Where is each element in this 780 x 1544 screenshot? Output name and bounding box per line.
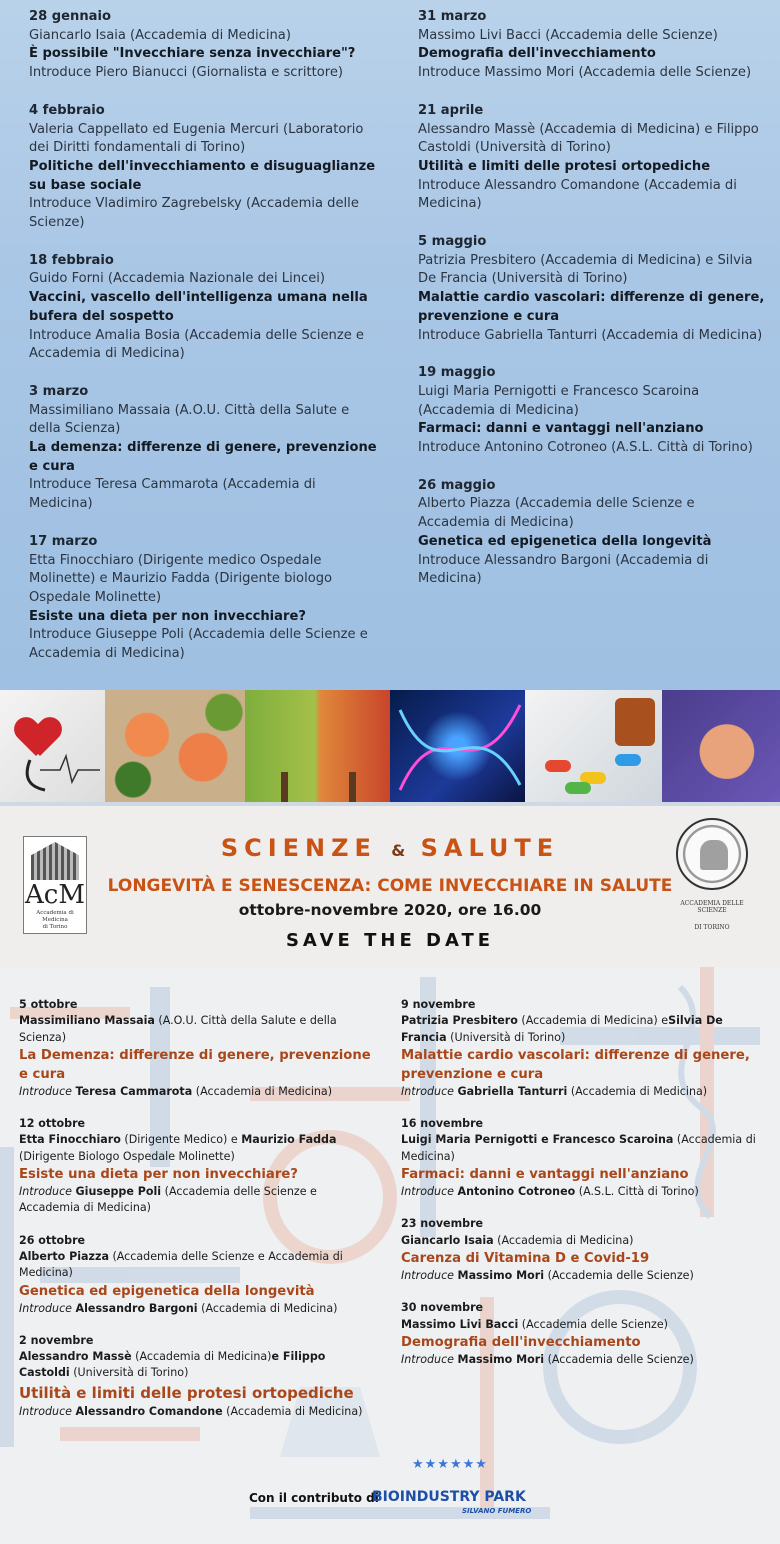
event-title: Vaccini, vascello dell'intelligenza umana nella bufera del sospetto (29, 290, 368, 324)
top-left-column (29, 8, 379, 683)
event-block (418, 477, 768, 589)
speaker-name: Giancarlo Isaia (401, 1233, 494, 1247)
intro-name: Giuseppe Poli (75, 1185, 162, 1199)
event-intro (401, 1084, 771, 1100)
event-title: Genetica ed epigenetica della longevità (19, 1283, 315, 1299)
speaker-affiliation: (Università di Torino) (446, 1030, 566, 1044)
event-date: 26 maggio (418, 477, 496, 493)
event-speakers: Massimo Livi Bacci (Accademia delle Scienze) (418, 27, 718, 43)
main-title (0, 834, 780, 862)
event-intro (401, 1184, 771, 1200)
event-speakers (401, 1013, 771, 1046)
event-block (29, 102, 379, 233)
healthy-food-image (105, 690, 245, 802)
event-speakers: Giancarlo Isaia (Accademia di Medicina) (29, 27, 291, 43)
event-block (29, 8, 379, 83)
bottom-program-panel (0, 967, 780, 1544)
event-title: Malattie cardio vascolari: differenze di genere, prevenzione e cura (418, 290, 765, 324)
event-speakers (19, 1013, 379, 1046)
event-intro (19, 1404, 379, 1420)
event-title: Demografia dell'invecchiamento (401, 1334, 641, 1350)
event-speakers (401, 1233, 771, 1249)
speaker-affiliation: (Dirigente Biologo Ospedale Molinette) (19, 1149, 235, 1163)
ecg-line-icon (0, 690, 105, 802)
photo-strip (0, 690, 780, 802)
acm-caption-1: Accademia di Medicina (36, 910, 74, 923)
speaker-name: Etta Finocchiaro (19, 1133, 121, 1147)
when-line: ottobre-novembre 2020, ore 16.00 (238, 901, 542, 919)
event-speakers: Alessandro Massè (Accademia di Medicina) e Filippo Castoldi (Università di Torino) (418, 121, 759, 156)
top-program-panel (0, 0, 780, 690)
intro-affiliation: (Accademia di Medicina) (192, 1084, 333, 1098)
acm-mark: AcM (25, 880, 85, 910)
event-speakers: Luigi Maria Pernigotti e Francesco Scaroina (Accademia di Medicina) (418, 383, 700, 418)
event-date: 18 febbraio (29, 252, 114, 268)
event-block (401, 1116, 771, 1200)
event-intro (401, 1268, 771, 1284)
event-speakers (401, 1317, 771, 1333)
event-date: 9 novembre (401, 998, 476, 1011)
event-title: È possibile "Invecchiare senza invecchiare"? (29, 46, 356, 62)
event-title: Esiste una dieta per non invecchiare? (29, 608, 306, 624)
event-title: Esiste una dieta per non invecchiare? (19, 1167, 298, 1183)
speaker-name: Massimo Livi Bacci (401, 1317, 519, 1331)
event-date: 12 ottobre (19, 1117, 86, 1131)
event-title: Malattie cardio vascolari: differenze di genere, prevenzione e cura (401, 1047, 750, 1082)
intro-name: Teresa Cammarota (75, 1084, 193, 1098)
event-intro: Introduce Piero Bianucci (Giornalista e scrittore) (29, 65, 344, 81)
event-date: 21 aprile (418, 102, 484, 118)
speaker-affiliation: (Accademia di Medicina) (493, 1233, 634, 1247)
speaker-name: e Filippo Castoldi (19, 1350, 326, 1380)
event-intro: Introduce Antonino Cotroneo (A.S.L. Città di Torino) (418, 440, 753, 456)
header-banner (0, 802, 780, 967)
event-title: Carenza di Vitamina D e Covid-19 (401, 1250, 650, 1266)
event-block (418, 102, 768, 214)
event-intro: Introduce Alessandro Comandone (Accademia di Medicina) (418, 177, 737, 212)
event-date: 31 marzo (418, 9, 487, 24)
event-speakers: Valeria Cappellato ed Eugenia Mercuri (Laboratorio dei Diritti fondamentali di Torino) (29, 121, 364, 156)
event-intro: Introduce Teresa Cammarota (Accademia di Medicina) (29, 477, 316, 512)
event-block (19, 1333, 379, 1420)
acm-caption-2: di Torino (42, 924, 68, 930)
intro-affiliation: (Accademia delle Scienze e Accademia di Medicina) (19, 1185, 317, 1215)
accademia-scienze-logo (668, 818, 756, 931)
event-block (19, 997, 379, 1100)
event-title: Farmaci: danni e vantaggi nell'anziano (401, 1167, 689, 1183)
title-scienze: SCIENZE (220, 834, 377, 862)
event-block (29, 383, 379, 514)
event-block (401, 1300, 771, 1368)
event-intro (19, 1084, 379, 1100)
bottom-left-column (19, 997, 379, 1436)
speaker-affiliation: (A.O.U. Città della Salute e della Scienza) (19, 1014, 337, 1044)
speaker-affiliation: (Accademia di Medicina) e (517, 1014, 669, 1028)
dna-helix-image (390, 690, 525, 802)
title-salute: SALUTE (420, 834, 560, 862)
intro-affiliation: (Accademia delle Scienze) (544, 1352, 694, 1366)
event-block (418, 364, 768, 458)
intro-word: Introduce (19, 1301, 72, 1315)
dna-icon (390, 690, 525, 802)
speaker-name: Maurizio Fadda (241, 1133, 337, 1147)
event-speakers (19, 1349, 379, 1382)
as-caption-2: DI TORINO (694, 924, 730, 931)
intro-name: Massimo Mori (457, 1352, 545, 1366)
event-date: 23 novembre (401, 1217, 484, 1231)
event-block (418, 233, 768, 345)
intro-word: Introduce (19, 1404, 72, 1418)
speaker-affiliation: (Accademia di Medicina) (401, 1133, 756, 1163)
bottle-icon (615, 698, 655, 746)
event-block (29, 252, 379, 364)
bottom-right-column (401, 997, 771, 1384)
speaker-name: Silvia De Francia (401, 1014, 723, 1044)
speaker-name: Alessandro Massè (19, 1350, 132, 1364)
event-speakers: Alberto Piazza (Accademia delle Scienze e Accademia di Medicina) (418, 496, 695, 531)
event-title: Genetica ed epigenetica della longevità (418, 533, 712, 549)
intro-affiliation: (Accademia di Medicina) (222, 1404, 363, 1418)
intro-word: Introduce (19, 1185, 72, 1199)
event-block (401, 997, 771, 1100)
event-date: 5 ottobre (19, 998, 78, 1011)
event-speakers: Guido Forni (Accademia Nazionale dei Lincei) (29, 271, 326, 287)
event-speakers (401, 1132, 771, 1165)
seal-icon (676, 818, 748, 890)
event-intro: Introduce Massimo Mori (Accademia delle Scienze) (418, 65, 752, 81)
title-ampersand: & (391, 841, 407, 860)
event-date: 5 maggio (418, 234, 487, 250)
event-block (19, 1233, 379, 1317)
stars-icon: ★★★★★★ (412, 1457, 488, 1472)
intro-word: Introduce (401, 1084, 454, 1098)
event-intro: Introduce Gabriella Tanturri (Accademia di Medicina) (418, 327, 763, 343)
save-the-date: SAVE THE DATE (285, 930, 495, 951)
event-date: 19 maggio (418, 365, 496, 381)
event-intro (19, 1301, 379, 1317)
sponsor-label: Con il contributo di (249, 1491, 379, 1505)
event-date: 28 gennaio (29, 9, 111, 24)
intro-word: Introduce (401, 1268, 454, 1282)
event-date: 26 ottobre (19, 1233, 86, 1247)
pill-icon (545, 760, 571, 772)
event-intro: Introduce Giuseppe Poli (Accademia delle Scienze e Accademia di Medicina) (29, 627, 368, 662)
speaker-name: Patrizia Presbitero (401, 1014, 518, 1028)
event-speakers: Etta Finocchiaro (Dirigente medico Ospedale Molinette) e Maurizio Fadda (Dirigente biologo Ospedale Molinette) (29, 552, 333, 605)
event-intro: Introduce Alessandro Bargoni (Accademia di Medicina) (418, 552, 709, 587)
event-speakers (19, 1132, 379, 1165)
event-speakers: Massimiliano Massaia (A.O.U. Città della Salute e della Scienza) (29, 402, 350, 437)
intro-affiliation: (Accademia di Medicina) (567, 1084, 708, 1098)
event-intro: Introduce Amalia Bosia (Accademia delle Scienze e Accademia di Medicina) (29, 327, 364, 362)
event-title: Politiche dell'invecchiamento e disuguaglianze su base sociale (29, 158, 376, 193)
event-block (19, 1116, 379, 1216)
tree-heads-image (245, 690, 390, 802)
speaker-affiliation: (Università di Torino) (69, 1366, 189, 1380)
event-title: Demografia dell'invecchiamento (418, 46, 656, 62)
event-title: La Demenza: differenze di genere, prevenzione e cura (19, 1047, 371, 1082)
intro-word: Introduce (19, 1084, 72, 1098)
pills-image (525, 690, 662, 802)
event-block (29, 533, 379, 664)
event-speakers (19, 1249, 379, 1282)
event-date: 3 marzo (29, 383, 89, 399)
as-caption-1: ACCADEMIA DELLE SCIENZE (680, 900, 744, 914)
speaker-name: Alberto Piazza (19, 1249, 109, 1263)
pill-icon (565, 782, 591, 794)
event-date: 16 novembre (401, 1117, 484, 1131)
intro-name: Alessandro Bargoni (75, 1301, 198, 1315)
event-date: 4 febbraio (29, 102, 105, 118)
intro-affiliation: (Accademia delle Scienze) (544, 1268, 694, 1282)
speaker-affiliation: (Accademia delle Scienze e Accademia di Medicina) (19, 1249, 343, 1280)
subtitle: LONGEVITÀ E SENESCENZA: COME INVECCHIARE IN SALUTE (107, 876, 673, 896)
heart-stethoscope-image (0, 690, 105, 802)
sponsor-sub: SILVANO FUMERO (462, 1507, 532, 1515)
top-right-column (418, 8, 768, 608)
speaker-affiliation: (Accademia delle Scienze) (518, 1317, 669, 1331)
intro-name: Alessandro Comandone (75, 1404, 223, 1418)
sponsor-name: BIOINDUSTRY PARK (372, 1489, 526, 1505)
speaker-name: Luigi Maria Pernigotti e Francesco Scaroina (401, 1133, 674, 1147)
event-intro (401, 1352, 771, 1368)
intro-affiliation: (A.S.L. Città di Torino) (575, 1185, 699, 1199)
event-title: Utilità e limiti delle protesi ortopediche (19, 1383, 354, 1402)
event-title: La demenza: differenze di genere, prevenzione e cura (29, 440, 377, 474)
event-intro: Introduce Vladimiro Zagrebelsky (Accademia delle Scienze) (29, 196, 359, 231)
speaker-affiliation: (Accademia di Medicina) (131, 1350, 272, 1364)
speaker-affiliation: (Dirigente Medico) e (120, 1133, 242, 1147)
holding-hands-image (662, 690, 780, 802)
event-date: 2 novembre (19, 1333, 94, 1347)
event-block (401, 1216, 771, 1284)
event-date: 30 novembre (401, 1301, 484, 1315)
intro-name: Antonino Cotroneo (457, 1185, 576, 1199)
speaker-name: Massimiliano Massaia (19, 1014, 155, 1028)
intro-affiliation: (Accademia di Medicina) (197, 1301, 338, 1315)
intro-word: Introduce (401, 1352, 454, 1366)
event-title: Farmaci: danni e vantaggi nell'anziano (418, 421, 704, 437)
event-block (418, 8, 768, 83)
event-speakers: Patrizia Presbitero (Accademia di Medicina) e Silvia De Francia (Università di Torino) (418, 252, 753, 287)
pill-icon (615, 754, 641, 766)
event-date: 17 marzo (29, 533, 98, 549)
intro-word: Introduce (401, 1185, 454, 1199)
event-title: Utilità e limiti delle protesi ortopediche (418, 158, 711, 174)
event-intro (19, 1184, 379, 1217)
intro-name: Massimo Mori (457, 1268, 545, 1282)
intro-name: Gabriella Tanturri (457, 1084, 568, 1098)
tree-trunk-icon (245, 690, 390, 802)
